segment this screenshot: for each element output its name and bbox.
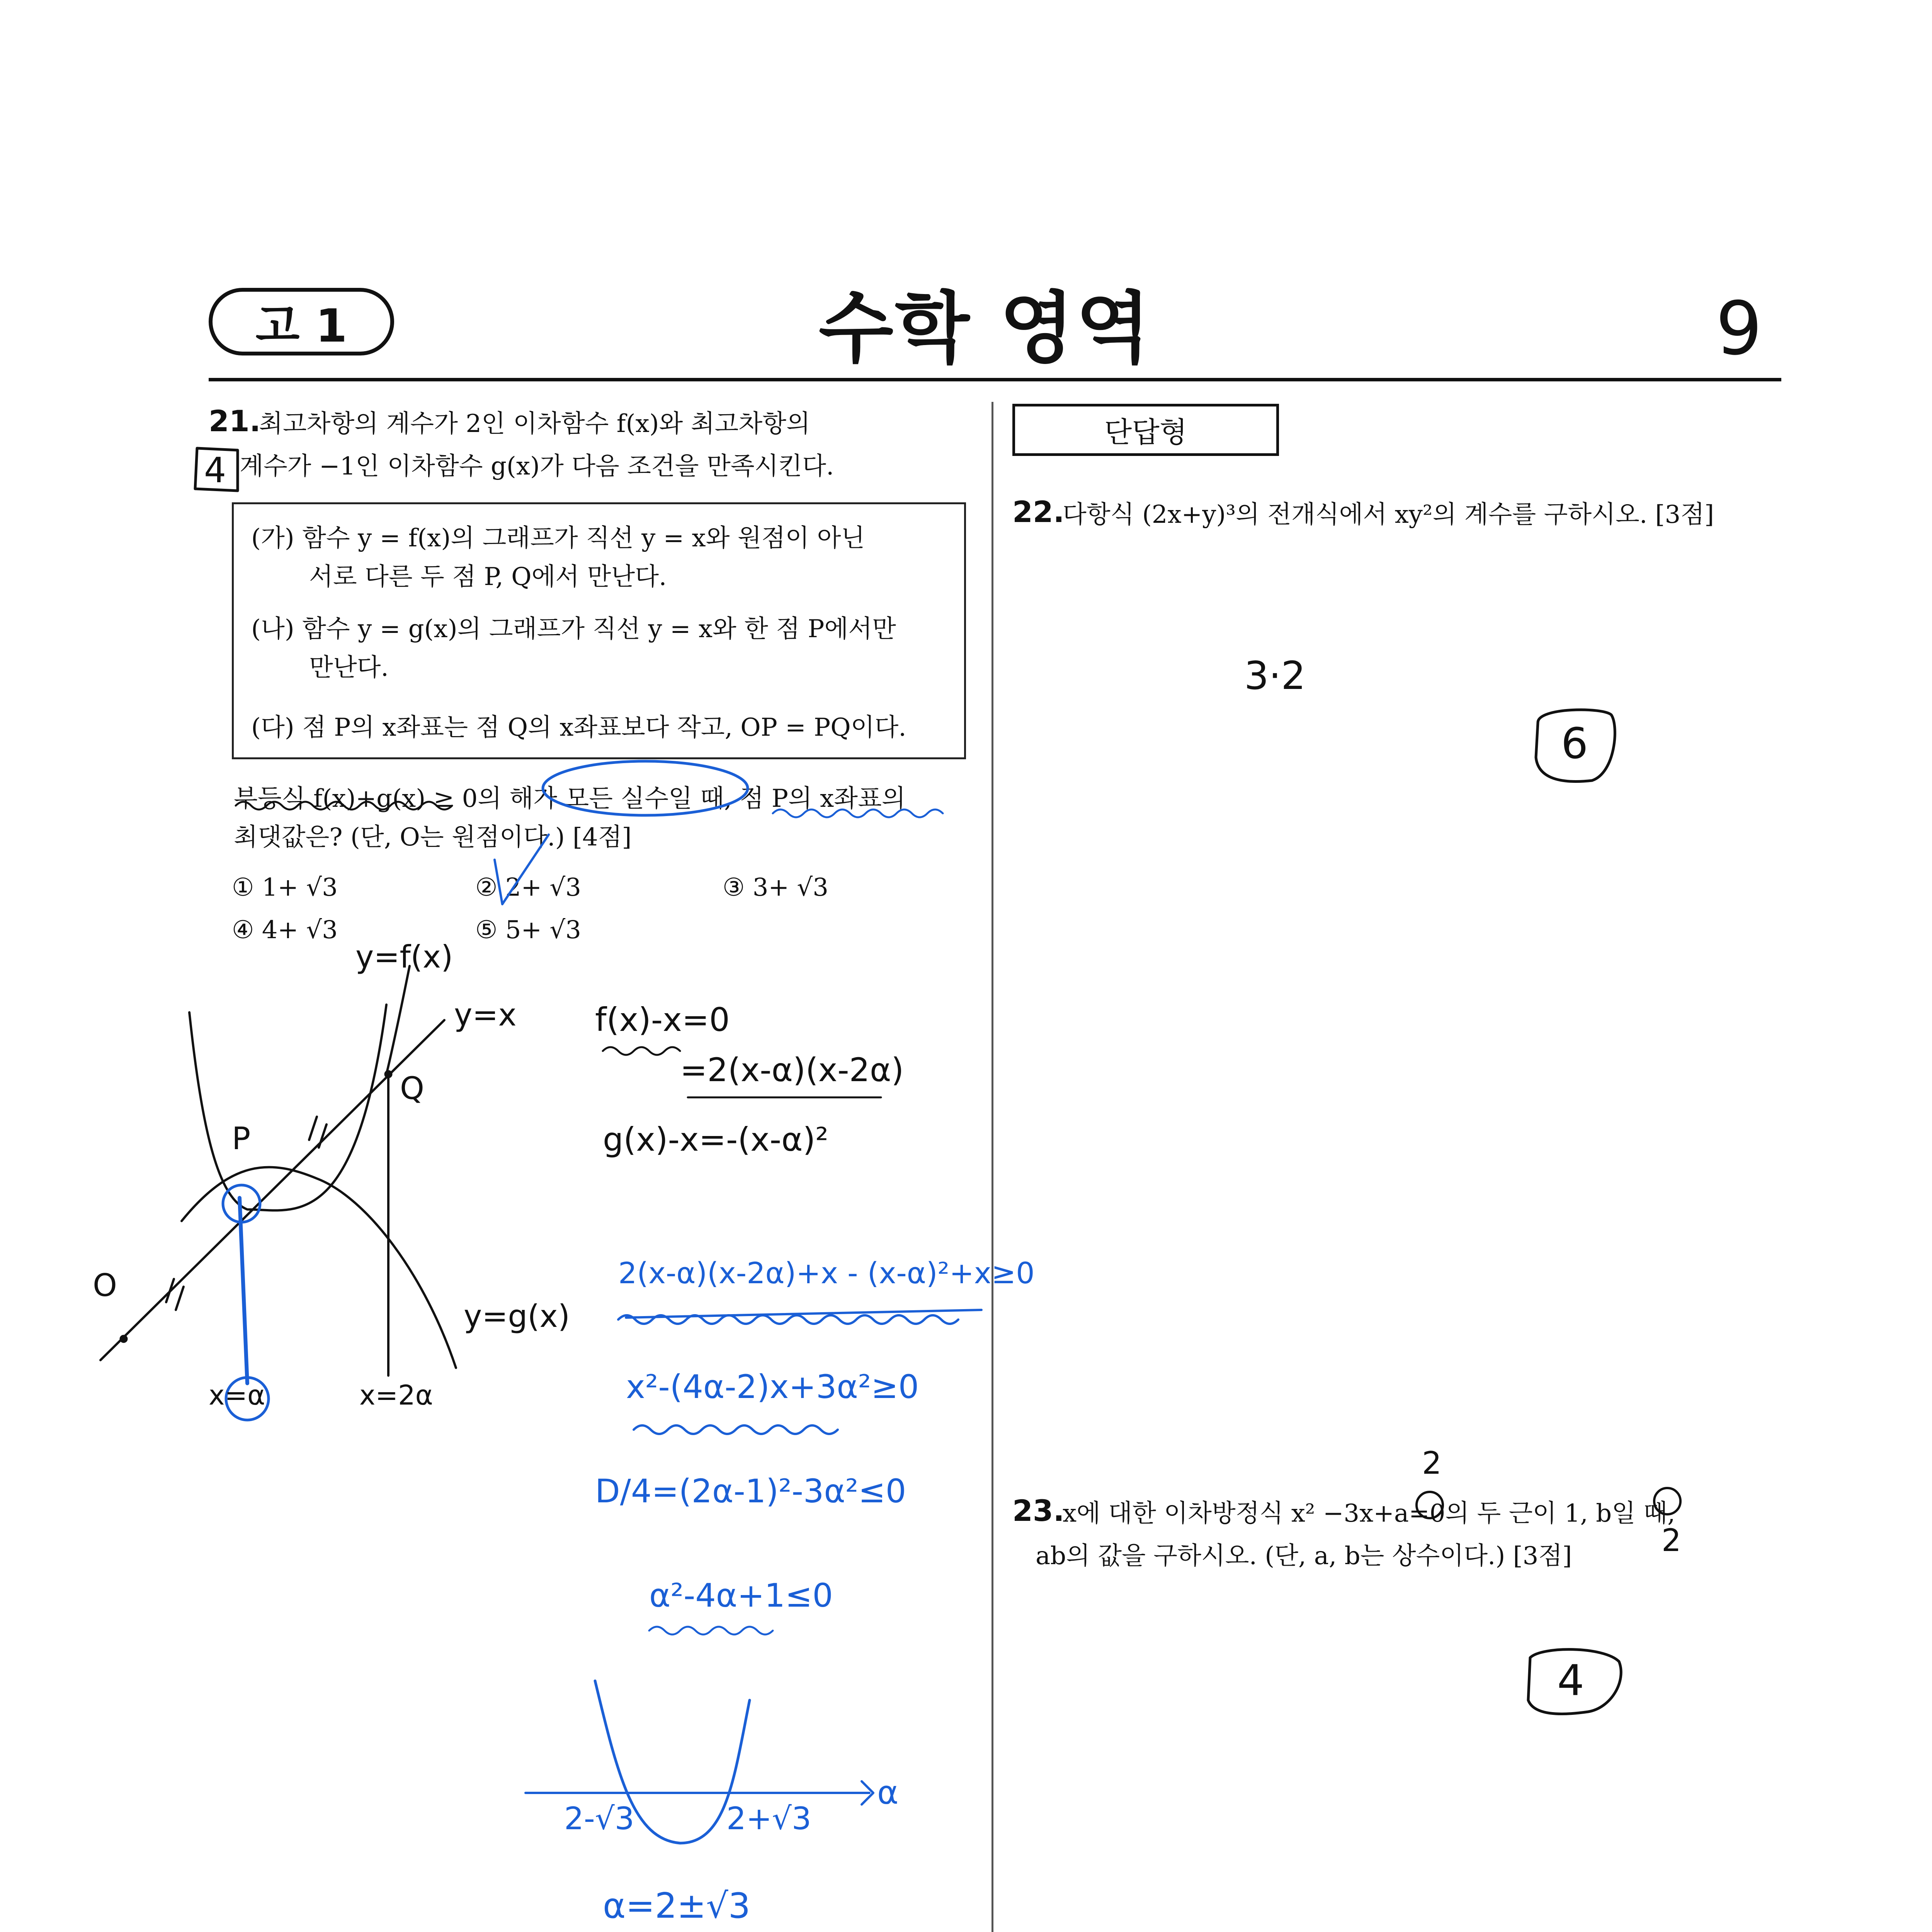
q23-circle-a <box>1417 1492 1443 1518</box>
q23-line2: ab의 값을 구하시오. (단, a, b는 상수이다.) [3점] <box>1036 1542 1572 1570</box>
graph-blue-vertical-alpha <box>240 1198 247 1383</box>
q21-choice-2[interactable]: ② 2+ √3 <box>475 873 581 902</box>
graph-tick-op <box>166 1279 184 1310</box>
work-wavy-1 <box>603 1047 680 1055</box>
q21-ink-blue-wavy <box>773 810 943 817</box>
q21-number: 21. <box>209 404 261 438</box>
q23-line1: x에 대한 이차방정식 x² −3x+a=0의 두 근이 1, b일 때, <box>1063 1499 1675 1528</box>
work-eq7: α²-4α+1≤0 <box>649 1577 833 1614</box>
work-eq2: =2(x-α)(x-2α) <box>680 1051 904 1089</box>
q21-hand-answer: 4 <box>204 450 226 491</box>
short-answer-label: 단답형 <box>1012 404 1279 456</box>
q21-cond-b-line1: (나) 함수 y = g(x)의 그래프가 직선 y = x와 한 점 P에서만 <box>251 615 896 643</box>
work-root-right: 2+√3 <box>726 1801 811 1837</box>
q21-ink-checkmark <box>495 835 549 904</box>
q21-graph-sketch <box>100 966 456 1420</box>
grade-badge: 고 1 <box>209 288 394 355</box>
q23-hand-mark-a: 2 <box>1422 1445 1442 1481</box>
graph-line-y-eq-x <box>100 1020 444 1360</box>
q21-cond-b-line2: 만난다. <box>309 653 389 682</box>
q21-stem-line1: 최고차항의 계수가 2인 이차함수 f(x)와 최고차항의 <box>259 410 810 438</box>
q21-ink-wavy-underline <box>236 802 452 810</box>
graph-point-o <box>120 1335 128 1343</box>
q23-number: 23. <box>1012 1493 1065 1528</box>
graph-label-o: O <box>93 1267 117 1303</box>
work-eq1: f(x)-x=0 <box>595 1001 730 1039</box>
graph-label-x-2alpha: x=2α <box>359 1379 433 1411</box>
graph-label-q: Q <box>400 1070 424 1106</box>
graph-label-x-alpha: x=α <box>209 1379 265 1411</box>
q22-text: 다항식 (2x+y)³의 전개식에서 xy²의 계수를 구하시오. [3점] <box>1063 500 1714 529</box>
q21-stem-line2: 계수가 −1인 이차함수 g(x)가 다음 조건을 만족시킨다. <box>240 452 834 481</box>
work-root-left: 2-√3 <box>564 1801 634 1837</box>
q21-ask-line2: 최댓값은? (단, O는 원점이다.) [4점] <box>234 823 632 852</box>
work-wavy-4 <box>634 1425 838 1434</box>
q21-ink-oval <box>543 761 748 815</box>
graph-label-p: P <box>232 1121 251 1156</box>
graph-label-yx: y=x <box>454 997 517 1033</box>
graph-tick-pq <box>309 1117 327 1148</box>
work-eq5: x²-(4α-2)x+3α²≥0 <box>626 1368 919 1406</box>
graph-label-f: y=f(x) <box>355 939 453 975</box>
q21-choice-1[interactable]: ① 1+ √3 <box>232 873 338 902</box>
q21-ask-line1: 부등식 f(x)+g(x) ≥ 0의 해가 모든 실수일 때, 점 P의 x좌표의 <box>234 784 906 813</box>
work-eq6: D/4=(2α-1)²-3α²≤0 <box>595 1472 906 1510</box>
work-axis-alpha: α <box>877 1774 899 1811</box>
q23-hand-mark-b: 2 <box>1662 1522 1681 1558</box>
q23-circle-b <box>1654 1488 1680 1514</box>
graph-label-g: y=g(x) <box>464 1298 570 1334</box>
page-number: 9 <box>1716 286 1762 371</box>
q21-choice-4[interactable]: ④ 4+ √3 <box>232 916 338 944</box>
q21-cond-c: (다) 점 P의 x좌표는 점 Q의 x좌표보다 작고, OP = PQ이다. <box>251 713 906 742</box>
q23-hand-answer: 4 <box>1557 1656 1584 1705</box>
work-eq8: α=2±√3 <box>603 1886 751 1926</box>
q22-hand-work: 3·2 <box>1244 653 1306 698</box>
q21-choice-3[interactable]: ③ 3+ √3 <box>723 873 828 902</box>
q21-cond-a-line1: (가) 함수 y = f(x)의 그래프가 직선 y = x와 원점이 아닌 <box>251 524 865 553</box>
work-wavy-5 <box>649 1627 773 1634</box>
graph-point-q <box>384 1070 392 1078</box>
page-title: 수학 영역 <box>818 284 1152 374</box>
q22-hand-answer: 6 <box>1561 719 1588 768</box>
work-eq4: 2(x-α)(x-2α)+x - (x-α)²+x≥0 <box>618 1256 1035 1290</box>
work-eq3: g(x)-x=-(x-α)² <box>603 1121 828 1158</box>
q21-cond-a-line2: 서로 다른 두 점 P, Q에서 만난다. <box>309 563 667 591</box>
q21-choice-5[interactable]: ⑤ 5+ √3 <box>475 916 581 944</box>
q22-number: 22. <box>1012 495 1065 529</box>
